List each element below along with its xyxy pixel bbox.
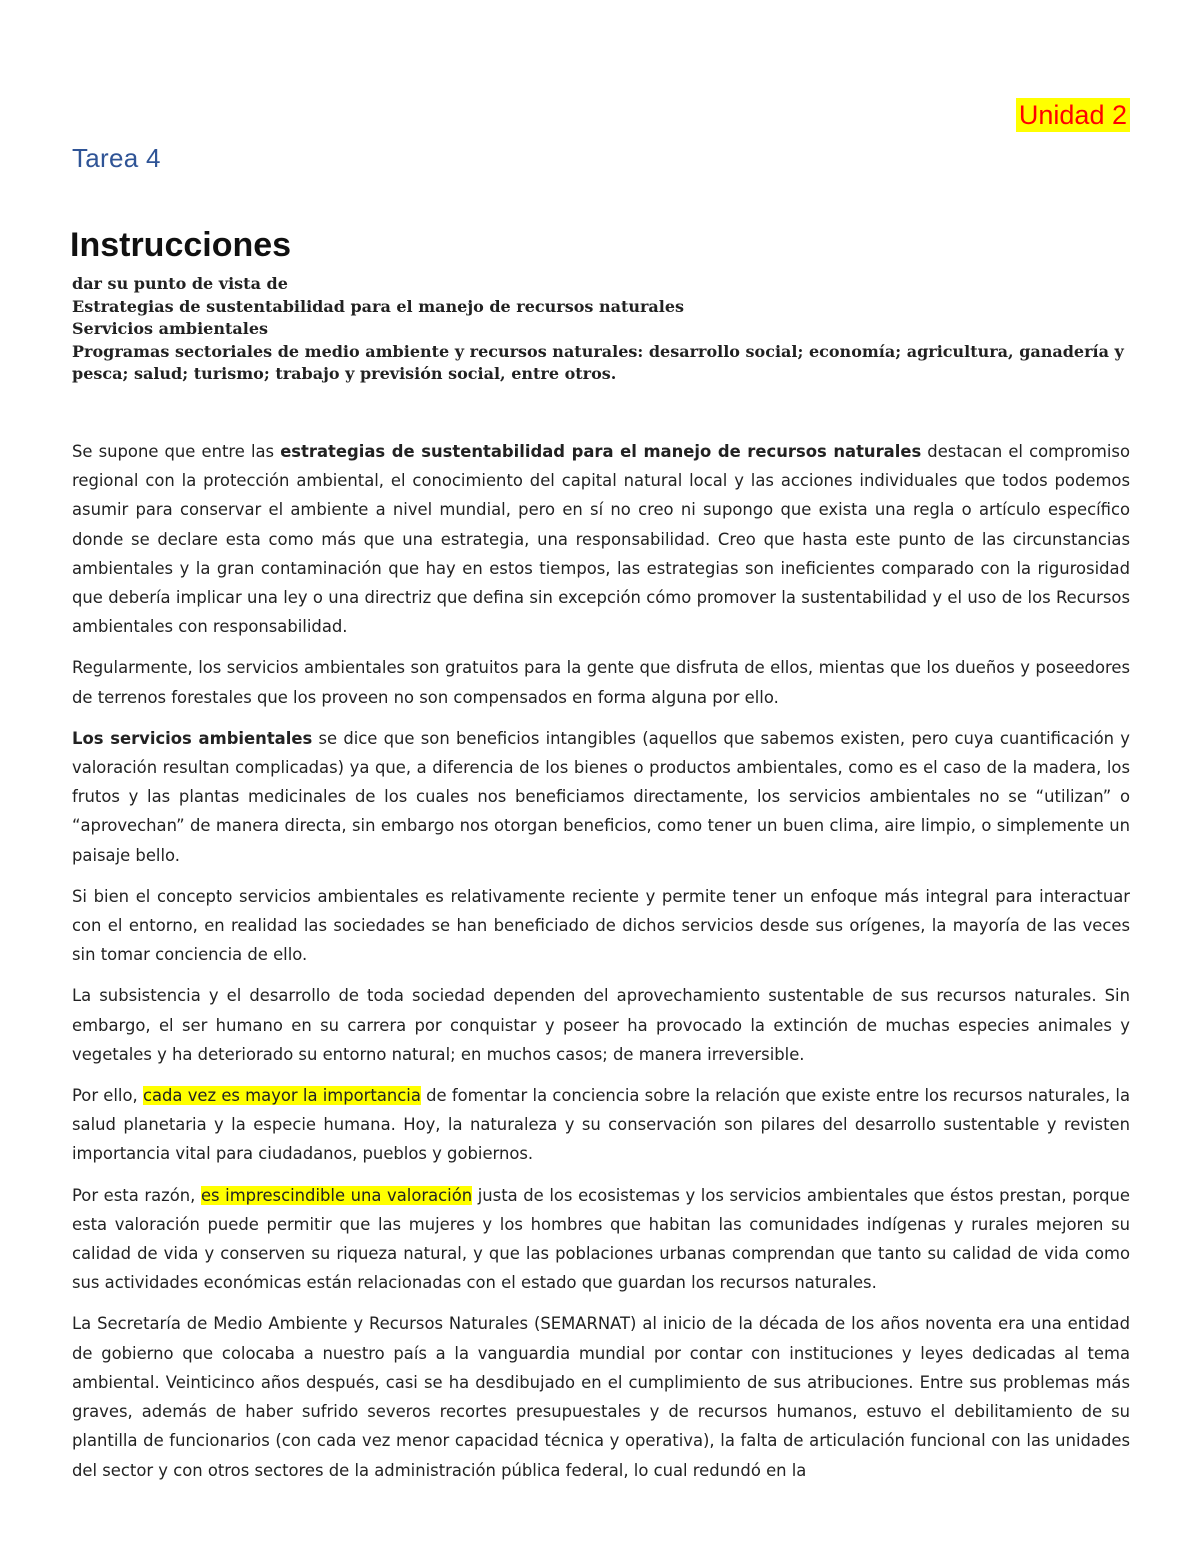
instruction-line: pesca; salud; turismo; trabajo y previsión social, entre otros. (72, 364, 617, 383)
text-span: se dice que son beneficios intangibles (aquellos que sabemos existen, pero cuya cuantificación y valoración resultan complicadas) ya que, a diferencia de los bienes o productos ambientales, como es el caso de la madera, los frutos y las plantas medicinales de los cuales nos beneficiamos directamente, los servicios ambientales no se “utilizan” o “aprovechan” de manera directa, sin embargo nos otorgan beneficios, como tener un buen clima, aire limpio, o simplemente un paisaje bello. (72, 728, 1130, 865)
text-span: justa de los ecosistemas y los servicios ambientales que éstos prestan, porque esta valoración puede permitir que las mujeres y los hombres que habitan las comunidades indígenas y rurales mejoren su calidad de vida y conserven su riqueza natural, y que las poblaciones urbanas comprendan que tanto su calidad de vida como sus actividades económicas están relacionadas con el estado que guardan los recursos naturales. (72, 1185, 1130, 1293)
paragraph-valuation (72, 1181, 1130, 1298)
text-span: de fomentar la conciencia sobre la relación que existe entre los recursos naturales, la salud planetaria y la especie humana. Hoy, la naturaleza y su conservación son pilares del desarrollo sustentable y revisten importancia vital para ciudadanos, pueblos y gobiernos. (72, 1086, 1130, 1164)
instruction-line: Estrategias de sustentabilidad para el manejo de recursos naturales (72, 296, 685, 316)
instructions-list (72, 273, 1132, 386)
unit-label: Unidad 2 (1016, 98, 1130, 132)
highlighted-phrase: cada vez es mayor la importancia (142, 1086, 421, 1106)
text-span: Por esta razón, (72, 1185, 201, 1205)
paragraph-subsistence: La subsistencia y el desarrollo de toda sociedad dependen del aprovechamiento sustentable de sus recursos naturales. Sin embargo, el ser humano en su carrera por conquistar y poseer ha provocado la extinción de muchas especies animales y vegetales y ha deteriorado su entorno natural; en muchos casos; de manera irreversible. (72, 986, 1130, 1064)
text-span: Por ello, (72, 1086, 143, 1106)
paragraph-concept: Si bien el concepto servicios ambientales es relativamente reciente y permite tener un enfoque más integral para interactuar con el entorno, en realidad las sociedades se han beneficiado de dichos servicios desde sus orígenes, la mayoría de las veces sin tomar conciencia de ello. (72, 886, 1130, 965)
paragraph-intangible-benefits (72, 724, 1130, 870)
instruction-line: Servicios ambientales (72, 319, 269, 338)
paragraph-free-services: Regularmente, los servicios ambientales son gratuitos para la gente que disfruta de ellos, mientas que los dueños y poseedores de terrenos forestales que los proveen no son compensados en forma alguna por ello. (72, 658, 1130, 707)
paragraph-semarnat: La Secretaría de Medio Ambiente y Recursos Naturales (SEMARNAT) al inicio de la década de los años noventa era una entidad de gobierno que colocaba a nuestro país a la vanguardia mundial por contar con instituciones y leyes dedicadas al tema ambiental. Veinticinco años después, casi se ha desdibujado en el cumplimiento de sus atribuciones. Entre sus problemas más graves, además de haber sufrido severos recortes presupuestales y de recursos humanos, estuvo el debilitamiento de su plantilla de funcionarios (con cada vez menor capacidad técnica y operativa), la falta de articulación funcional con las unidades del sector y con otros sectores de la administración pública federal, lo cual redundó en la (72, 1314, 1130, 1480)
bold-phrase: Los servicios ambientales (72, 728, 313, 748)
paragraph-sustainability-strategies (72, 437, 1130, 641)
text-span: Se supone que entre las (72, 442, 281, 461)
instructions-heading: Instrucciones (70, 226, 292, 264)
bold-phrase: estrategias de sustentabilidad para el manejo de recursos naturales (280, 442, 922, 461)
task-title: Tarea 4 (72, 143, 161, 173)
instruction-line: dar su punto de vista de (72, 274, 288, 293)
essay-body (72, 437, 1130, 1497)
text-span: destacan el compromiso regional con la protección ambiental, el conocimiento del capital natural local y las acciones individuales que todos podemos asumir para conservar el ambiente a nivel mundial, pero en sí no creo ni supongo que exista una regla o artículo específico donde se declare esta como más que una estrategia, una responsabilidad. Creo que hasta este punto de las circunstancias ambientales y la gran contaminación que hay en estos tiempos, las estrategias son ineficientes comparado con la rigurosidad que debería implicar una ley o una directriz que defina sin excepción cómo promover la sustentabilidad y el uso de los Recursos ambientales con responsabilidad. (72, 442, 1130, 637)
instruction-line: Programas sectoriales de medio ambiente y recursos naturales: desarrollo social; economía; agricultura, ganadería y (72, 341, 1124, 361)
highlighted-phrase: es imprescindible una valoración (200, 1185, 473, 1205)
paragraph-importance (72, 1081, 1130, 1169)
